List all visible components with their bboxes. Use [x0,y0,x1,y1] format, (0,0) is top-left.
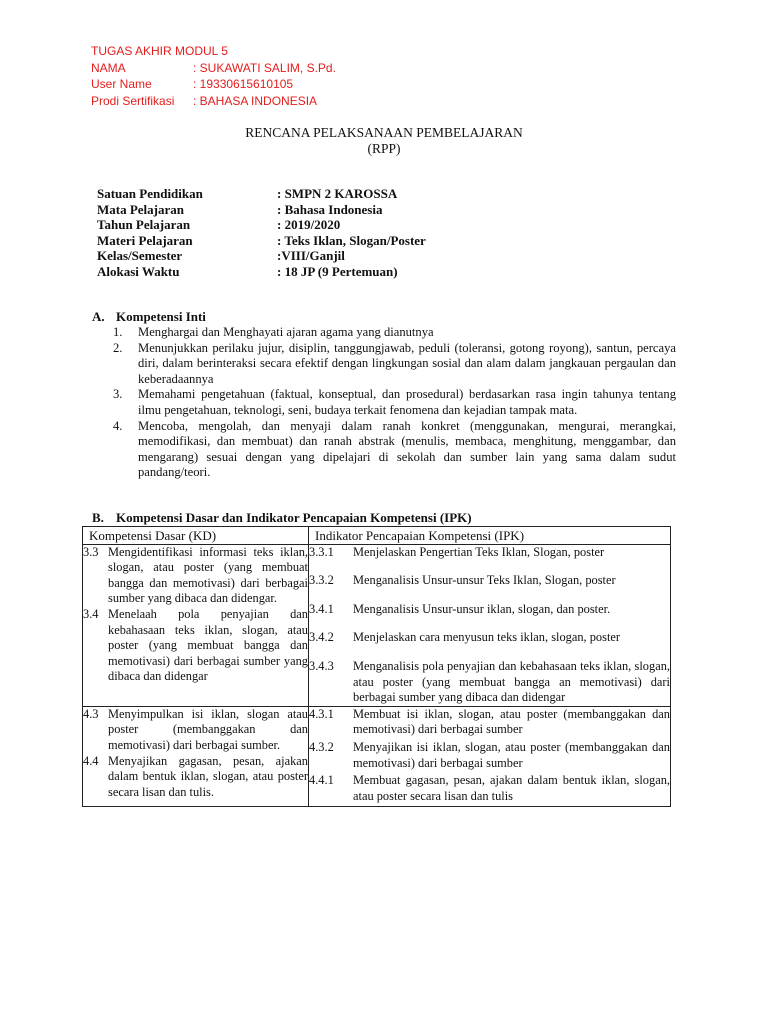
list-text: Menunjukkan perilaku jujur, disiplin, tanggungjawab, peduli (toleransi, gotong royong), santun, percaya diri, dalam berinteraksi secara efektif dengan lingkungan sosial dan alam dalam jangkauan pergaulan dan keberadaannya [138,340,676,386]
identity-label: Tahun Pelajaran [97,217,191,232]
ipk-text: Menyajikan isi iklan, slogan, atau poster (membanggakan dan memotivasi) dari berbagai sumber [353,739,670,770]
ipk-text: Menganalisis Unsur-unsur Teks Iklan, Slogan, poster [353,573,616,588]
ipk-entry [309,630,670,646]
ipk-text: Membuat gagasan, pesan, ajakan dalam bentuk iklan, slogan, atau poster secara lisan dan tulis [353,773,670,803]
identity-value: : 18 JP (9 Pertemuan) [277,263,398,279]
header-value: : BAHASA INDONESIA [193,93,318,108]
ipk-cell [309,706,671,807]
ipk-text: Menjelaskan cara menyusun teks iklan, slogan, poster [353,630,621,645]
kompetensi-inti-list [113,325,676,481]
ipk-code: 4.3.1 [309,706,334,721]
identity-value: : SMPN 2 KAROSSA [277,186,398,201]
ipk-text: Membuat isi iklan, slogan, atau poster (membanggakan dan memotivasi) dari berbagai sumber [353,706,670,737]
identity-value: : 2019/2020 [277,217,341,232]
ipk-text: Menganalisis pola penyajian dan kebahasaan teks iklan, slogan, atau poster (yang membuat bangga an memotivasi) dari berbagai sumber yang dibaca dan didengar [353,658,670,705]
kd-text: Menelaah pola penyajian dan kebahasaan teks iklan, slogan, atau poster (yang membuat bangga dan memotivasi) dari berbagai sumber yang dibaca dan didengar [108,606,308,684]
header-row-prodi [91,93,336,110]
section-b-heading [92,510,472,526]
header-value: : 19330615610105 [193,77,294,91]
header-title: TUGAS AKHIR MODUL 5 [91,44,228,58]
table-row [83,544,671,706]
kd-entry [83,707,308,754]
header-row-nama [91,60,336,77]
ipk-entry [309,545,670,561]
ipk-code: 4.4.1 [309,773,334,788]
ipk-entry [309,659,670,706]
ipk-code: 3.4.3 [309,658,334,673]
identity-row [97,217,426,233]
section-a-heading [92,309,206,325]
identity-row [97,264,426,280]
list-text: Memahami pengetahuan (faktual, konseptual, dan prosedural) berdasarkan rasa ingin tahunya tentang ilmu pengetahuan, teknologi, seni, budaya terkait fenomena dan kejadian tampak mata. [138,387,676,417]
kd-code: 4.4 [83,753,99,768]
kd-text: Menyajikan gagasan, pesan, ajakan dalam bentuk iklan, slogan, atau poster secara lisan dan tulis. [108,753,308,799]
list-item [113,325,676,341]
list-text: Mencoba, mengolah, dan menyaji dalam ranah konkret (menggunakan, mengurai, merangkai, memodifikasi, dan membuat) dan ranah abstrak (menulis, membaca, menghitung, menggambar, dan mengarang) sesuai dengan yang dipelajari di sekolah dan sumber lain yang sama dalam sudut pandang/teori. [138,418,676,480]
list-number: 3. [113,387,123,402]
identity-label: Materi Pelajaran [97,232,193,248]
header-label: Prodi Sertifikasi [91,93,175,108]
identity-row [97,202,426,218]
table-header-row [83,527,671,545]
list-text: Menghargai dan Menghayati ajaran agama yang dianutnya [138,325,434,339]
identity-row [97,233,426,249]
header-row-username [91,76,336,93]
kd-cell [83,544,309,706]
ipk-cell [309,544,671,706]
identity-value: : Teks Iklan, Slogan/Poster [277,232,426,248]
header-value: : SUKAWATI SALIM, S.Pd. [193,60,336,75]
header-title-row [91,43,336,60]
section-title: Kompetensi Inti [116,309,206,324]
list-item [113,419,676,481]
kd-entry [83,754,308,801]
kd-code: 3.4 [83,606,99,621]
identity-label: Kelas/Semester [97,248,183,263]
ipk-code: 3.4.1 [309,601,334,616]
ipk-entry [309,573,670,589]
assignment-header [91,43,336,109]
kd-code: 4.3 [83,706,99,721]
identity-value: : Bahasa Indonesia [277,201,383,217]
section-title: Kompetensi Dasar dan Indikator Pencapaian Kompetensi (IPK) [116,510,472,525]
document-title: RENCANA PELAKSANAAN PEMBELAJARAN [245,125,523,140]
document-subtitle: (RPP) [367,141,401,156]
kd-cell [83,706,309,807]
list-number: 1. [113,325,123,339]
kd-code: 3.3 [83,544,99,559]
kd-text: Menyimpulkan isi iklan, slogan atau poster (membanggakan dan memotivasi) dari berbagai sumber. [108,706,308,752]
kd-text: Mengidentifikasi informasi teks iklan, slogan, atau poster (yang membuat bangga dan memotivasi) dari berbagai sumber yang dibaca dan didengar. [108,544,308,606]
identity-block [97,186,426,279]
table-row [83,706,671,807]
identity-row [97,186,426,202]
list-item [113,387,676,418]
ipk-code: 3.3.1 [309,544,334,559]
identity-row [97,248,426,264]
list-item [113,341,676,388]
ipk-entry [309,602,670,618]
kd-ipk-table [82,526,671,807]
ipk-text: Menjelaskan Pengertian Teks Iklan, Slogan, poster [353,544,605,559]
ipk-code: 3.3.2 [309,573,334,588]
kd-entry [83,545,308,607]
column-header-kd: Kompetensi Dasar (KD) [83,527,309,545]
section-letter: B. [92,510,104,525]
ipk-code: 3.4.2 [309,630,334,645]
header-label: User Name [91,77,152,91]
kd-entry [83,607,308,685]
ipk-entry [309,707,670,738]
list-number: 2. [113,340,123,355]
column-header-ipk: Indikator Pencapaian Kompetensi (IPK) [309,527,671,545]
identity-label: Alokasi Waktu [97,263,180,279]
ipk-code: 4.3.2 [309,739,334,754]
section-letter: A. [92,309,105,324]
ipk-entry [309,773,670,804]
header-label: NAMA [91,60,126,75]
identity-value: :VIII/Ganjil [277,248,345,263]
ipk-entry [309,740,670,771]
list-number: 4. [113,418,123,433]
identity-label: Satuan Pendidikan [97,186,203,201]
ipk-text: Menganalisis Unsur-unsur iklan, slogan, dan poster. [353,601,611,616]
identity-label: Mata Pelajaran [97,201,185,217]
